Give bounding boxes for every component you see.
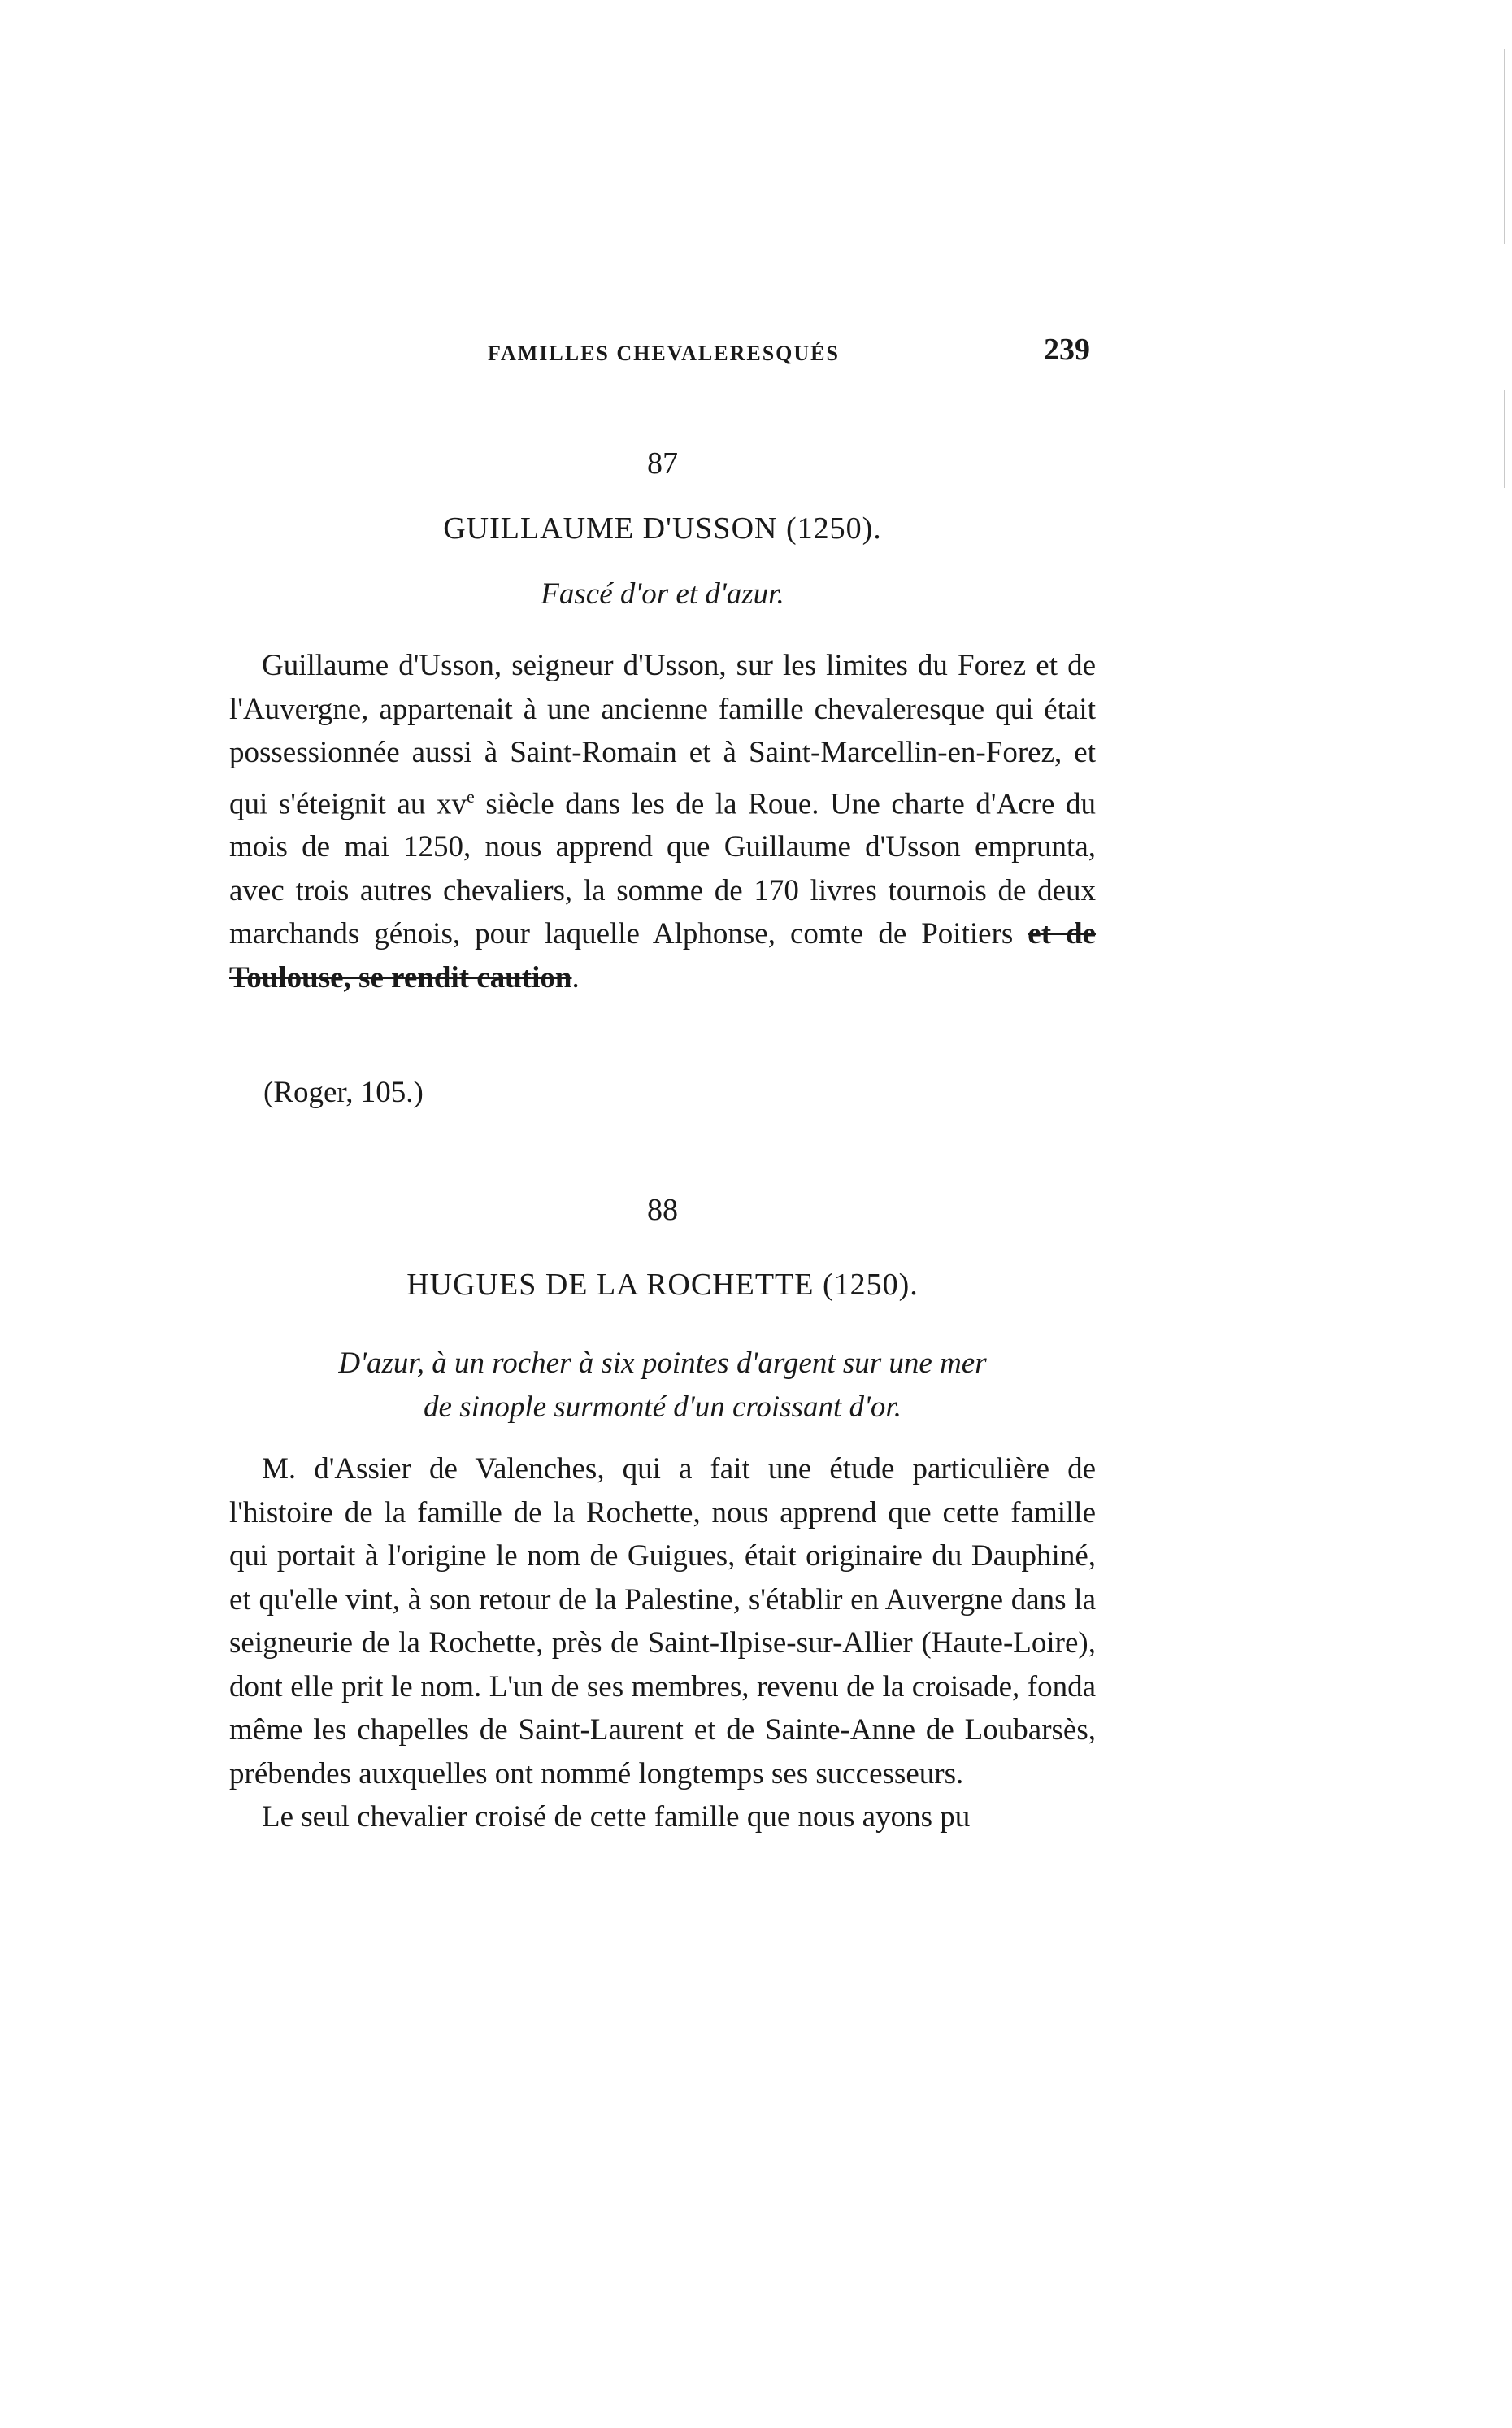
citation: (Roger, 105.) bbox=[263, 1076, 424, 1109]
running-title: FAMILLES CHEVALERESQUÉS bbox=[488, 342, 840, 365]
entry-title: GUILLAUME D'USSON (1250). bbox=[443, 511, 882, 546]
struck-text: et de Toulouse, se rendit caution bbox=[229, 917, 1097, 994]
entry-number: 87 bbox=[647, 446, 678, 481]
scan-edge-mark bbox=[1504, 49, 1505, 244]
running-head bbox=[0, 332, 1512, 372]
scan-edge-mark bbox=[1504, 390, 1505, 488]
paragraph bbox=[229, 644, 1096, 999]
paragraph: Le seul chevalier croisé de cette famille que nous ayons pu bbox=[262, 1800, 971, 1834]
entry-body bbox=[229, 644, 1096, 999]
page-number: 239 bbox=[1044, 333, 1090, 367]
blazon bbox=[0, 572, 1325, 616]
paragraph-text: Guillaume d'Usson, seigneur d'Usson, sur les limites du Forez et de l'Auvergne, appartenait à une ancienne famille chevaleresque qui était possessionnée aussi à Saint-Romain et à Saint-Marcellin-en-Forez, et qui s'éteignit au xv bbox=[229, 649, 1096, 820]
paragraph-text: siècle dans les de la Roue. Une charte d'Acre du mois de mai 1250, nous apprend que Guillaume d'Usson emprunta, avec trois autres chevaliers, la somme de 170 livres tournois de deux marchands génois, pour laquelle Alphonse, comte de Poitiers bbox=[229, 786, 1097, 951]
entry-body bbox=[229, 1447, 1096, 1839]
blazon-line: D'azur, à un rocher à six pointes d'argent sur une mer bbox=[338, 1347, 987, 1380]
entry-number: 88 bbox=[647, 1193, 678, 1227]
blazon-line: Fascé d'or et d'azur. bbox=[541, 577, 784, 611]
paragraph-end: . bbox=[571, 960, 580, 994]
superscript: e bbox=[467, 785, 475, 807]
entry-title: HUGUES DE LA ROCHETTE (1250). bbox=[406, 1268, 919, 1302]
paragraph: M. d'Assier de Valenches, qui a fait une étude particulière de l'histoire de la famille de la Rochette, nous apprend que cette famille qui portait à l'origine le nom de Guigues, était originaire du Dauphiné, et qu'elle vint, à son retour de la Palestine, s'établir en Auvergne dans la seigneurie de la Rochette, près de Saint-Ilpise-sur-Allier (Haute-Loire), dont elle prit le nom. L'un de ses membres, revenu de la croisade, fonda même les chapelles de Saint-Laurent et de Sainte-Anne de Loubarsès, prébendes auxquelles ont nommé longtemps ses successeurs. bbox=[229, 1452, 1096, 1791]
blazon bbox=[0, 1342, 1325, 1429]
blazon-line: de sinople surmonté d'un croissant d'or. bbox=[424, 1390, 902, 1424]
